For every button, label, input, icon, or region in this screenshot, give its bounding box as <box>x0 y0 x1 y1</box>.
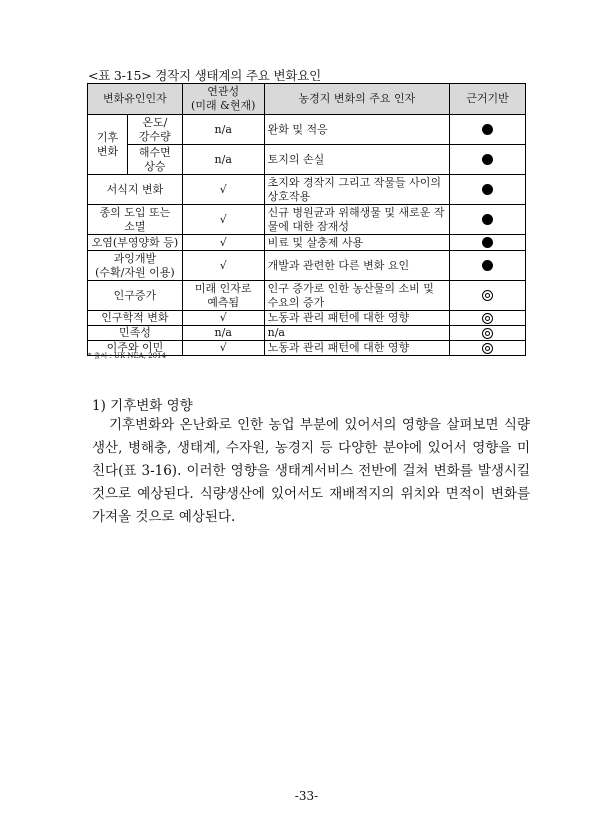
relation-cell: √ <box>182 175 264 205</box>
basis-cell <box>450 311 526 326</box>
filled-circle-icon <box>482 237 493 248</box>
relation-cell: n/a <box>182 115 264 145</box>
header-factor: 농경지 변화의 주요 인자 <box>264 84 450 115</box>
basis-cell <box>450 341 526 356</box>
factor-cell: 인구 증가로 인한 농산물의 소비 및 수요의 증가 <box>264 281 450 311</box>
double-circle-icon <box>482 328 493 339</box>
table-row <box>88 251 526 281</box>
basis-cell <box>450 326 526 341</box>
relation-cell: √ <box>182 235 264 251</box>
driver-cell: 종의 도입 또는 소멸 <box>88 205 183 235</box>
filled-circle-icon <box>482 214 493 225</box>
sub-driver: 온도/ 강수량 <box>127 115 182 145</box>
factor-cell: 신규 병원균과 위해생물 및 새로운 작물에 대한 잠재성 <box>264 205 450 235</box>
factor-cell: 노동과 관리 패턴에 대한 영향 <box>264 311 450 326</box>
relation-cell: √ <box>182 251 264 281</box>
basis-cell <box>450 115 526 145</box>
table-row <box>88 311 526 326</box>
page-number: -33- <box>294 789 319 803</box>
factor-cell: n/a <box>264 326 450 341</box>
basis-cell <box>450 145 526 175</box>
basis-cell <box>450 281 526 311</box>
change-factors-table <box>87 83 526 356</box>
header-driver: 변화유인인자 <box>88 84 183 115</box>
basis-cell <box>450 175 526 205</box>
relation-cell: √ <box>182 341 264 356</box>
table-row <box>88 235 526 251</box>
factor-cell: 비료 및 살충제 사용 <box>264 235 450 251</box>
driver-cell: 서식지 변화 <box>88 175 183 205</box>
double-circle-icon <box>482 343 493 354</box>
filled-circle-icon <box>482 154 493 165</box>
table-row <box>88 145 526 175</box>
header-basis: 근거기반 <box>450 84 526 115</box>
factor-cell: 노동과 관리 패턴에 대한 영향 <box>264 341 450 356</box>
factor-cell: 완화 및 적응 <box>264 115 450 145</box>
body-paragraph: 기후변화와 온난화로 인한 농업 부분에 있어서의 영향을 살펴보면 식량생산, 병해충, 생태계, 수자원, 농경지 등 다양한 분야에 있어서 영향을 미친다(표 3-16). 이러한 영향을 생태계서비스 전반에 걸쳐 변화를 발생시킬 것으로 예상된다. 식량생산에 있어서도 재배적지의 위치와 면적이 변화를 가져올 것으로 예상된다. <box>92 417 530 525</box>
driver-cell: 인구학적 변화 <box>88 311 183 326</box>
driver-cell: 인구증가 <box>88 281 183 311</box>
relation-cell: 미래 인자로 예측됨 <box>182 281 264 311</box>
table-source-note: * 출처 : UK NEA, 2014 <box>88 352 166 360</box>
relation-cell: √ <box>182 205 264 235</box>
header-relation: 연관성 (미래 &현재) <box>182 84 264 115</box>
relation-cell: n/a <box>182 326 264 341</box>
factor-cell: 토지의 손실 <box>264 145 450 175</box>
table-row <box>88 205 526 235</box>
factor-cell: 개발과 관련한 다른 변화 요인 <box>264 251 450 281</box>
relation-cell: n/a <box>182 145 264 175</box>
driver-cell: 과잉개발 (수확/자원 이용) <box>88 251 183 281</box>
filled-circle-icon <box>482 184 493 195</box>
table-caption: <표 3-15> 경작지 생태계의 주요 변화요인 <box>88 68 321 83</box>
table-row <box>88 115 526 145</box>
relation-cell: √ <box>182 311 264 326</box>
driver-cell: 이주와 이민 <box>88 341 183 356</box>
filled-circle-icon <box>482 260 493 271</box>
table-row <box>88 175 526 205</box>
section-heading: 1) 기후변화 영향 <box>92 398 193 414</box>
driver-cell: 오염(부영양화 등) <box>88 235 183 251</box>
table-row <box>88 326 526 341</box>
double-circle-icon <box>482 313 493 324</box>
table-row <box>88 281 526 311</box>
basis-cell <box>450 235 526 251</box>
double-circle-icon <box>482 290 493 301</box>
factor-cell: 초지와 경작지 그리고 작물들 사이의 상호작용 <box>264 175 450 205</box>
table-header-row <box>88 84 526 115</box>
driver-cell: 민족성 <box>88 326 183 341</box>
basis-cell <box>450 251 526 281</box>
group-climate-change: 기후 변화 <box>88 115 128 175</box>
filled-circle-icon <box>482 124 493 135</box>
sub-driver: 해수면 상승 <box>127 145 182 175</box>
basis-cell <box>450 205 526 235</box>
